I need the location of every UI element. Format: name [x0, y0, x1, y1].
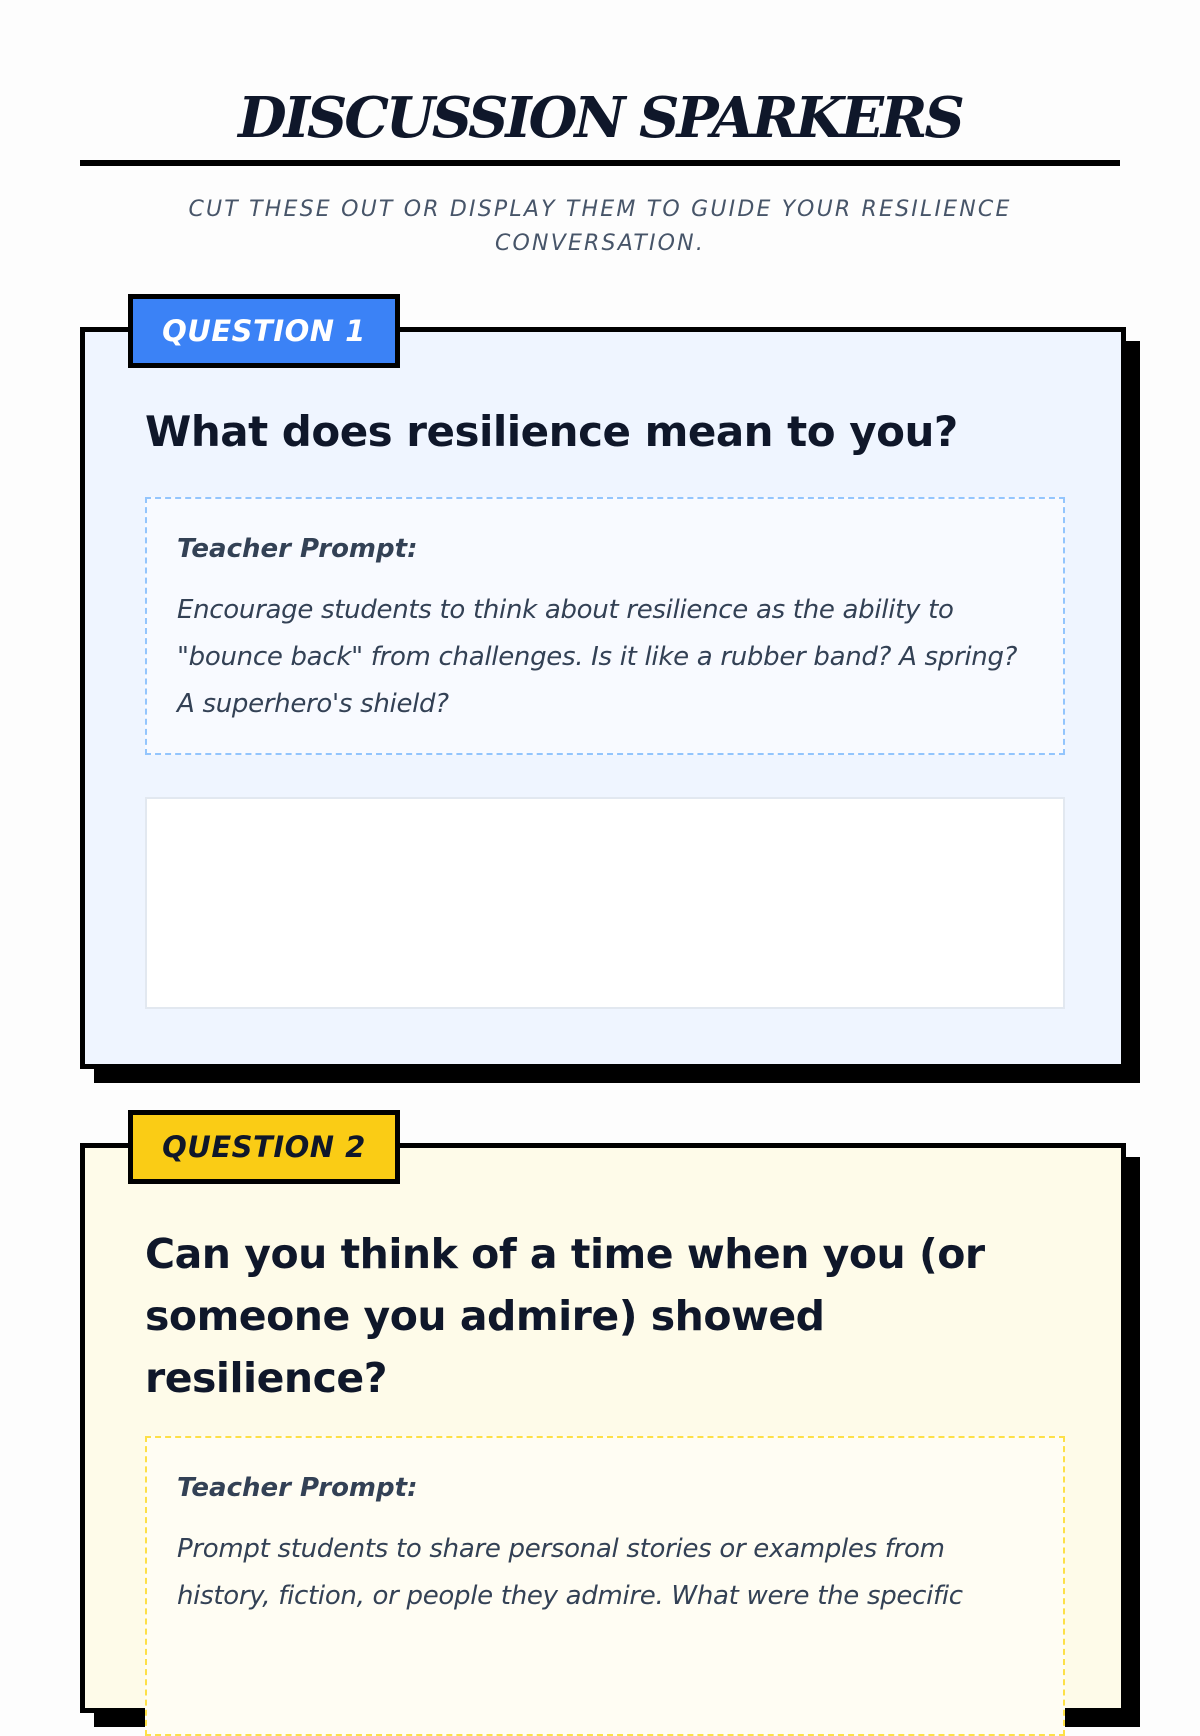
- teacher-prompt-text: Prompt students to share personal stories or examples from history, fiction, or people they admire. What were the specific: [177, 1534, 963, 1611]
- question-card-1: [80, 327, 1126, 1069]
- page-subtitle: CUT THESE OUT OR DISPLAY THEM TO GUIDE YOUR RESILIENCE CONVERSATION.: [188, 197, 1012, 256]
- teacher-prompt-label: Teacher Prompt:: [177, 1473, 418, 1503]
- answer-area[interactable]: [145, 797, 1065, 1009]
- page-title: DISCUSSION SPARKERS: [238, 85, 962, 151]
- question-card-2: [80, 1143, 1126, 1713]
- question-badge-2: QUESTION 2: [128, 1110, 400, 1184]
- teacher-prompt-text: Encourage students to think about resilience as the ability to "bounce back" from challenges. Is it like a rubber band? A spring? A superhero's shield?: [177, 595, 1018, 719]
- teacher-prompt-box: [145, 497, 1065, 755]
- teacher-prompt-box: [145, 1436, 1065, 1736]
- question-badge-1: QUESTION 1: [128, 294, 400, 368]
- title-divider: [80, 160, 1120, 166]
- question-text: Can you think of a time when you (or someone you admire) showed resilience?: [145, 1230, 985, 1402]
- teacher-prompt-label: Teacher Prompt:: [177, 534, 418, 564]
- question-text: What does resilience mean to you?: [145, 407, 958, 456]
